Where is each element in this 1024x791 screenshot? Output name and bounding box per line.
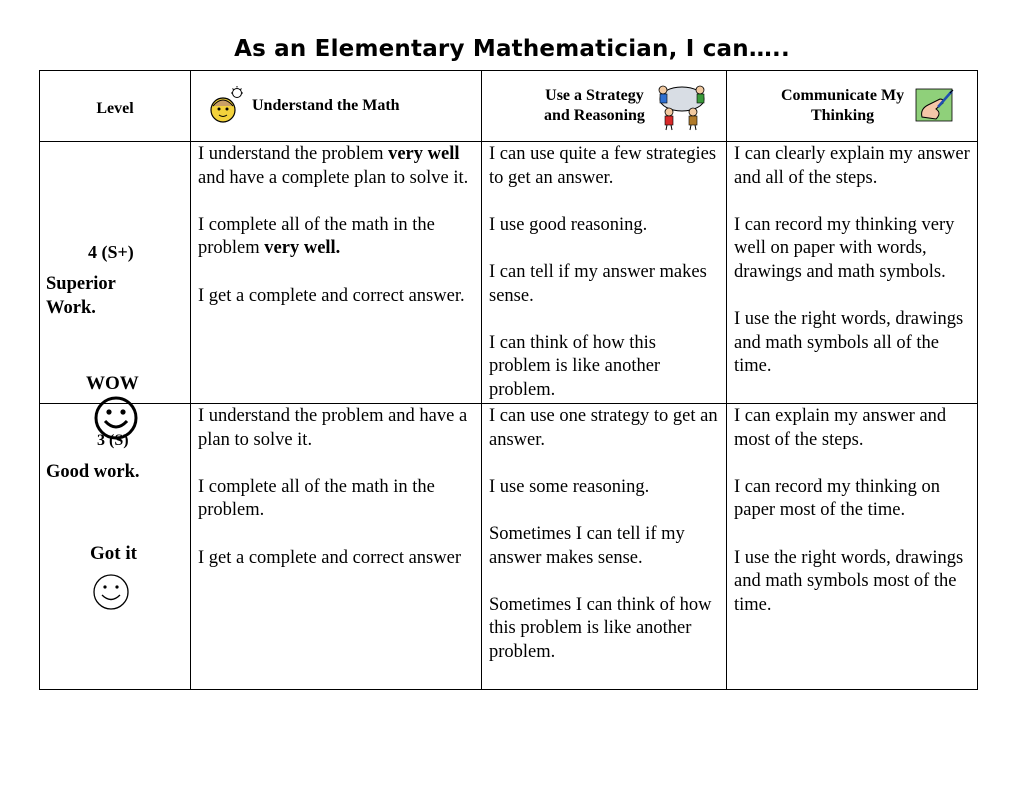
thinking-person-icon [208, 86, 244, 126]
level-4-strategy-item: I can think of how this problem is like another problem. [489, 332, 661, 400]
header-strategy-cell [482, 71, 727, 142]
writing-hand-icon [914, 87, 956, 125]
level-3-understand-item: I get a complete and correct answer [198, 547, 461, 568]
level-4-communicate-cell [727, 142, 978, 404]
header-communicate-line1: Communicate My [781, 87, 905, 104]
level-3-row [40, 404, 978, 690]
header-understand-cell [191, 71, 482, 142]
level-4-number: 4 (S+) [88, 242, 134, 262]
level-4-row [40, 142, 978, 404]
level-4-understand-item: I get a complete and correct answer. [198, 285, 465, 306]
level-3-strategy-item: Sometimes I can tell if my answer makes sense. [489, 523, 685, 568]
level-4-communicate-item: I can record my thinking very well on paper with words, drawings and math symbols. [734, 214, 955, 282]
level-4-strategy-item: I can tell if my answer makes sense. [489, 261, 707, 306]
level-4-desc-line1: Superior [46, 274, 116, 294]
header-strategy-line1: Use a Strategy [545, 87, 644, 104]
level-4-understand-cell [191, 142, 482, 404]
rubric-table [39, 70, 978, 690]
header-communicate-line2: Thinking [810, 107, 875, 124]
page-title: As an Elementary Mathematician, I can….. [234, 36, 790, 62]
level-4-strategy-item: I can use quite a few strategies to get an answer. [489, 144, 717, 188]
header-understand: Understand the Math [252, 97, 400, 114]
level-3-understand-cell [191, 404, 482, 690]
header-level-cell [40, 71, 191, 142]
level-3-communicate-item: I use the right words, drawings and math symbols most of the time. [734, 547, 964, 615]
level-4-understand-item: I understand the problem very well and have a complete plan to solve it. [198, 144, 469, 188]
level-3-strategy-item: Sometimes I can think of how this problem is like another problem. [489, 594, 712, 662]
level-4-strategy-item: I use good reasoning. [489, 214, 648, 235]
level-3-strategy-item: I use some reasoning. [489, 476, 650, 497]
level-3-communicate-cell [727, 404, 978, 690]
level-3-communicate-item: I can explain my answer and most of the steps. [734, 406, 947, 450]
children-group-icon [653, 81, 711, 131]
level-3-strategy-cell [482, 404, 727, 690]
header-row [40, 71, 978, 142]
level-4-strategy-cell [482, 142, 727, 404]
level-3-description: Good work. [46, 462, 140, 482]
level-3-understand-item: I understand the problem and have a plan to solve it. [198, 406, 468, 450]
header-level: Level [96, 100, 134, 117]
level-3-understand-item: I complete all of the math in the problem. [198, 476, 435, 521]
small-smiley-icon [92, 573, 130, 611]
level-3-strategy-item: I can use one strategy to get an answer. [489, 406, 718, 450]
level-4-understand-item: I complete all of the math in the problem very well. [198, 214, 435, 259]
header-strategy-line2: and Reasoning [544, 107, 645, 124]
level-3-cell [40, 404, 191, 690]
level-4-desc-line2: Work. [46, 298, 96, 318]
level-4-exclaim: WOW [86, 373, 139, 394]
level-4-cell [40, 142, 191, 404]
level-3-number: 3 (S) [97, 432, 129, 449]
level-3-exclaim: Got it [90, 543, 137, 564]
level-4-communicate-item: I use the right words, drawings and math symbols all of the time. [734, 309, 964, 377]
header-communicate-cell [727, 71, 978, 142]
level-4-description [46, 272, 116, 320]
level-4-communicate-item: I can clearly explain my answer and all of the steps. [734, 144, 970, 188]
level-3-communicate-item: I can record my thinking on paper most of the time. [734, 476, 941, 521]
